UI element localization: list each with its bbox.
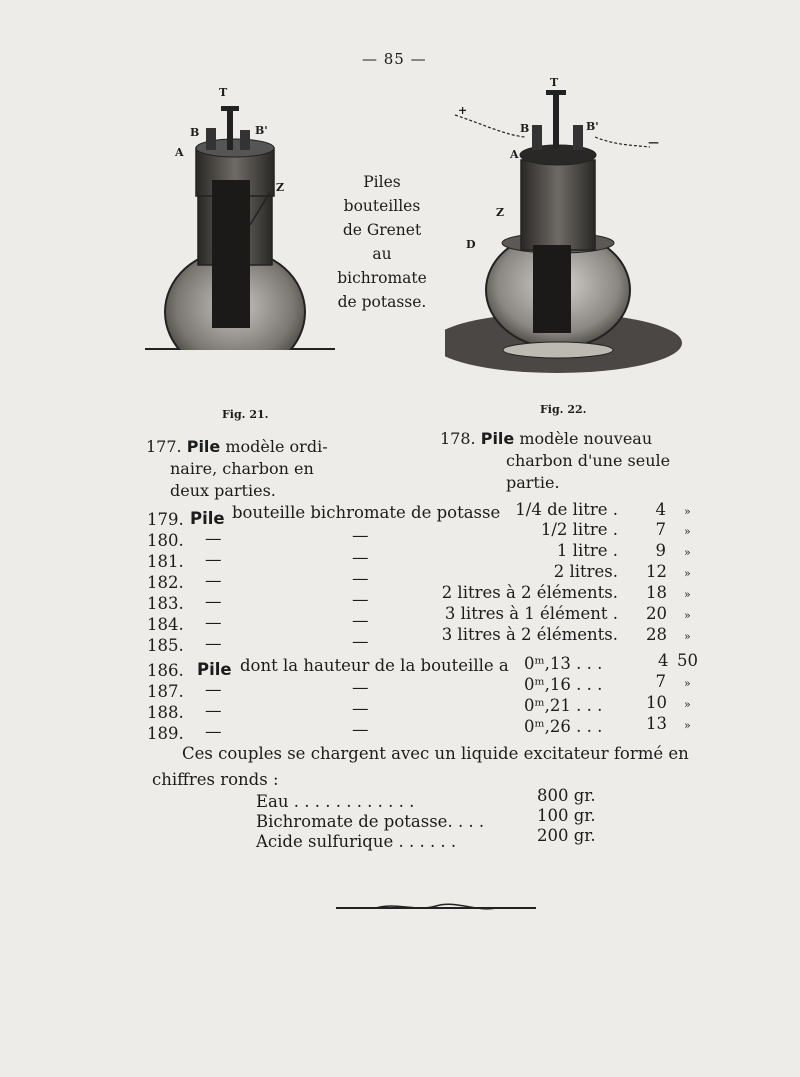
table1-number: 180.	[147, 531, 184, 550]
fig22-label-plus: +	[458, 104, 468, 117]
ditto-mark: —	[352, 699, 369, 718]
item-number: 178.	[440, 429, 476, 448]
fig22-label-b2: B'	[586, 120, 599, 133]
ditto-mark: —	[352, 611, 369, 630]
table1-price: 4	[655, 500, 666, 519]
item-text: partie.	[506, 473, 560, 492]
table1-lead-number: 179.	[147, 510, 184, 529]
table1-lead-word: Pile	[190, 509, 225, 528]
table1-lead-text: bouteille bichromate de potasse	[232, 503, 501, 522]
table1-number: 182.	[147, 573, 184, 592]
table1-price: 20	[646, 604, 667, 623]
ditto-mark: —	[352, 548, 369, 567]
table1-number: 181.	[147, 552, 184, 571]
ingredient-name: Eau . . . . . . . . . . . .	[256, 792, 415, 811]
table1-price: 18	[646, 583, 667, 602]
table2-price: 10	[646, 693, 667, 712]
item-text: modèle nouveau	[519, 429, 653, 448]
fig21-label-a: A	[175, 146, 184, 159]
table1-size: 3 litres à 1 élément .	[444, 604, 618, 623]
table1-size: 1 litre .	[556, 541, 618, 560]
ditto-mark: —	[205, 701, 222, 720]
table2-size: 0ᵐ,16 . . .	[524, 675, 603, 694]
ditto-mark: —	[352, 569, 369, 588]
caption-line: bichromate	[337, 269, 427, 287]
table2-number: 189.	[147, 724, 184, 743]
table2-number: 186.	[147, 661, 184, 680]
table1-mark: »	[684, 505, 691, 518]
ditto-mark: —	[205, 550, 222, 569]
caption-line: de Grenet	[342, 221, 422, 239]
item-text: modèle ordi-	[225, 437, 328, 456]
table1-price: 28	[646, 625, 667, 644]
ingredient-name: Acide sulfurique . . . . . .	[256, 832, 457, 851]
ingredient-name: Bichromate de potasse. . . .	[256, 812, 485, 831]
table2-mark: »	[684, 677, 691, 690]
ingredient-amount: 200 gr.	[537, 826, 596, 845]
table1-size: 1/2 litre .	[540, 520, 618, 539]
item-word: Pile	[186, 437, 221, 456]
table2-lead-word: Pile	[197, 660, 232, 679]
ingredient-amount: 100 gr.	[537, 806, 596, 825]
table2-number: 188.	[147, 703, 184, 722]
table1-mark: »	[684, 609, 691, 622]
item-word: Pile	[480, 429, 515, 448]
table1-size: 2 litres.	[553, 562, 618, 581]
instructions-paragraph	[152, 741, 712, 793]
table2-mark: »	[684, 719, 691, 732]
item-178	[440, 428, 670, 494]
table1-mark: »	[684, 588, 691, 601]
ditto-mark: —	[352, 720, 369, 739]
fig22-label-t: T	[550, 76, 559, 89]
ditto-mark: —	[205, 571, 222, 590]
table1-mark: »	[684, 546, 691, 559]
table1-mark: »	[684, 630, 691, 643]
paragraph-line: Ces couples se chargent avec un liquide excitateur formé en	[182, 744, 689, 763]
ditto-mark: —	[352, 678, 369, 697]
fig22-illustration	[445, 75, 685, 375]
table1-price: 12	[646, 562, 667, 581]
table1-mark: »	[684, 567, 691, 580]
fig22-label-a: A	[510, 148, 519, 161]
table2-mark: 50	[677, 651, 698, 670]
table1-size: 2 litres à 2 éléments.	[441, 583, 618, 602]
fig22-caption: Fig. 22.	[540, 403, 587, 416]
table1-size: 3 litres à 2 éléments.	[441, 625, 618, 644]
item-number: 177.	[146, 437, 182, 456]
table2-price: 13	[646, 714, 667, 733]
fig22-label-b: B	[520, 122, 530, 135]
caption-line: de potasse.	[337, 293, 427, 311]
ditto-mark: —	[352, 526, 369, 545]
ingredient-amount: 800 gr.	[537, 786, 596, 805]
caption-line: Piles	[363, 173, 401, 191]
table1-mark: »	[684, 525, 691, 538]
ditto-mark: —	[205, 529, 222, 548]
caption-line: bouteilles	[343, 197, 421, 215]
fig21-illustration	[140, 80, 340, 350]
table2-price: 7	[655, 672, 666, 691]
table1-number: 185.	[147, 636, 184, 655]
fig21-label-b: B	[190, 126, 200, 139]
fig21-caption: Fig. 21.	[222, 408, 269, 421]
ditto-mark: —	[352, 590, 369, 609]
end-ornament	[336, 900, 536, 914]
table2-size: 0ᵐ,26 . . .	[524, 717, 603, 736]
page-number: — 85 —	[362, 50, 427, 68]
table2-size: 0ᵐ,21 . . .	[524, 696, 603, 715]
fig21-label-t: T	[219, 86, 228, 99]
item-177	[146, 436, 328, 502]
table1-number: 183.	[147, 594, 184, 613]
fig22-label-z: Z	[496, 206, 505, 219]
table1-price: 9	[655, 541, 666, 560]
table2-size: 0ᵐ,13 . . .	[524, 654, 603, 673]
ditto-mark: —	[205, 722, 222, 741]
table2-mark: »	[684, 698, 691, 711]
fig21-label-z: Z	[276, 181, 285, 194]
table2-number: 187.	[147, 682, 184, 701]
fig22-label-minus: —	[648, 136, 659, 149]
ditto-mark: —	[205, 634, 222, 653]
item-text: deux parties.	[170, 481, 276, 500]
table1-price: 7	[655, 520, 666, 539]
ditto-mark: —	[205, 592, 222, 611]
ditto-mark: —	[205, 613, 222, 632]
table2-price: 4	[658, 651, 669, 670]
figure-center-caption	[322, 170, 442, 314]
ditto-mark: —	[205, 680, 222, 699]
paragraph-line: chiffres ronds :	[152, 770, 279, 789]
caption-line: au	[372, 245, 392, 263]
table1-size: 1/4 de litre .	[515, 500, 618, 519]
table2-lead-text: dont la hauteur de la bouteille a	[240, 656, 509, 675]
fig22-label-d: D	[466, 238, 476, 251]
item-text: naire, charbon en	[170, 459, 314, 478]
item-text: charbon d'une seule	[506, 451, 671, 470]
ditto-mark: —	[352, 632, 369, 651]
fig21-label-b2: B'	[255, 124, 268, 137]
table1-number: 184.	[147, 615, 184, 634]
